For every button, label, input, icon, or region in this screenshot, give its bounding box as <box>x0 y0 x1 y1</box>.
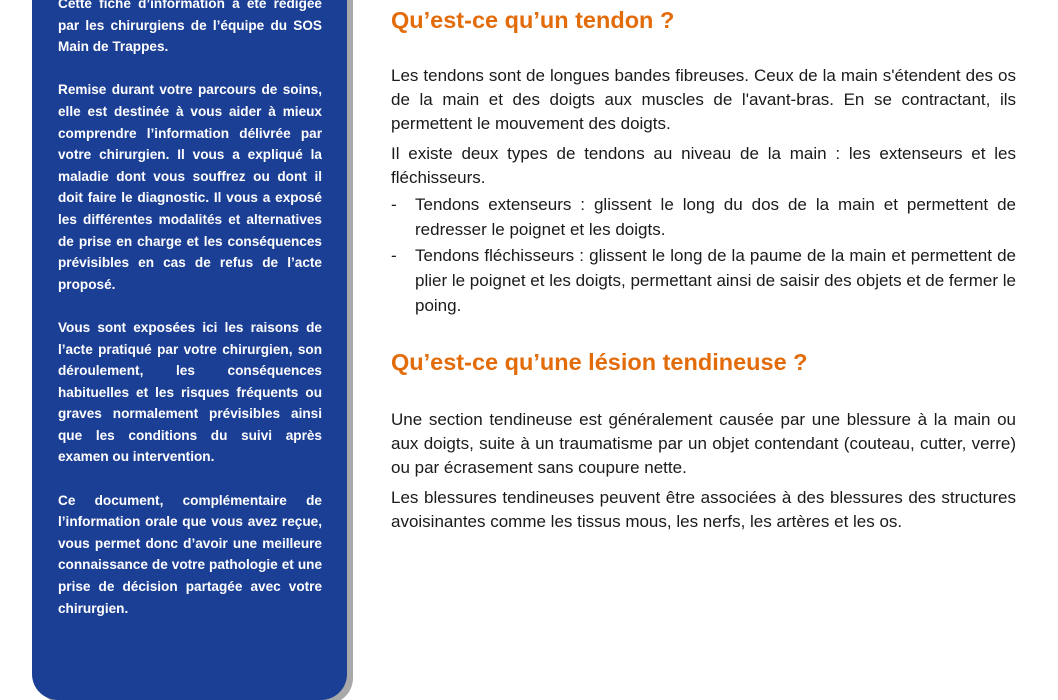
tendon-types-list <box>391 192 1016 319</box>
lesion-cause-paragraph: Une section tendineuse est généralement causée par une blessure à la main ou aux doigts, suite à un traumatisme par un objet contendant (couteau, cutter, verre) ou par écrasement sans coupure nette. <box>391 410 1016 477</box>
lesion-associated-paragraph: Les blessures tendineuses peuvent être associées à des blessures des structures avoisinantes comme les tissus mous, les nerfs, les artères et les os. <box>391 488 1016 531</box>
list-item <box>391 243 1016 318</box>
section-title-lesion: Qu’est-ce qu’une lésion tendineuse ? <box>391 349 808 375</box>
sidebar-paragraph-intro: Cette fiche d’information a été rédigée par les chirurgiens de l’équipe du SOS Main de Trappes. <box>58 0 322 55</box>
bullet-dash: - <box>391 246 397 265</box>
tendon-definition-paragraph: Les tendons sont de longues bandes fibreuses. Ceux de la main s'étendent des os de la main et des doigts aux muscles de l'avant-bras. En se contractant, ils permettent le mouvement des doigts. <box>391 66 1016 133</box>
sidebar-text <box>58 0 322 619</box>
sidebar-paragraph-purpose: Remise durant votre parcours de soins, elle est destinée à vous aider à mieux comprendre l’information délivrée par votre chirurgien. Il vous a expliqué la maladie dont vous souffrez ou dont il doit faire le diagnostic. Il vous a exposé les différentes modalités et alternatives de prise en charge et les conséquences prévisibles en cas de refus de l’acte proposé. <box>58 82 322 292</box>
list-item-text: Tendons extenseurs : glissent le long du dos de la main et permettent de redresser le poignet et les doigts. <box>415 195 1016 239</box>
sidebar-paragraph-complement: Ce document, complémentaire de l’information orale que vous avez reçue, vous permet donc d’avoir une meilleure connaissance de votre pathologie et une prise de décision partagée avec votre chirurgien. <box>58 492 322 616</box>
section-title-tendon: Qu’est-ce qu’un tendon ? <box>391 7 675 33</box>
list-item <box>391 192 1016 242</box>
bullet-dash: - <box>391 195 397 214</box>
tendon-types-paragraph: Il existe deux types de tendons au niveau de la main : les extenseurs et les fléchisseurs. <box>391 144 1016 187</box>
list-item-text: Tendons fléchisseurs : glissent le long de la paume de la main et permettent de plier le poignet et les doigts, permettant ainsi de saisir des objets et de fermer le poing. <box>415 246 1016 315</box>
sidebar-paragraph-content: Vous sont exposées ici les raisons de l’acte pratiqué par votre chirurgien, son déroulement, les conséquences habituelles et les risques fréquents ou graves normalement prévisibles ainsi que les conditions du suivi après examen ou intervention. <box>58 319 322 465</box>
